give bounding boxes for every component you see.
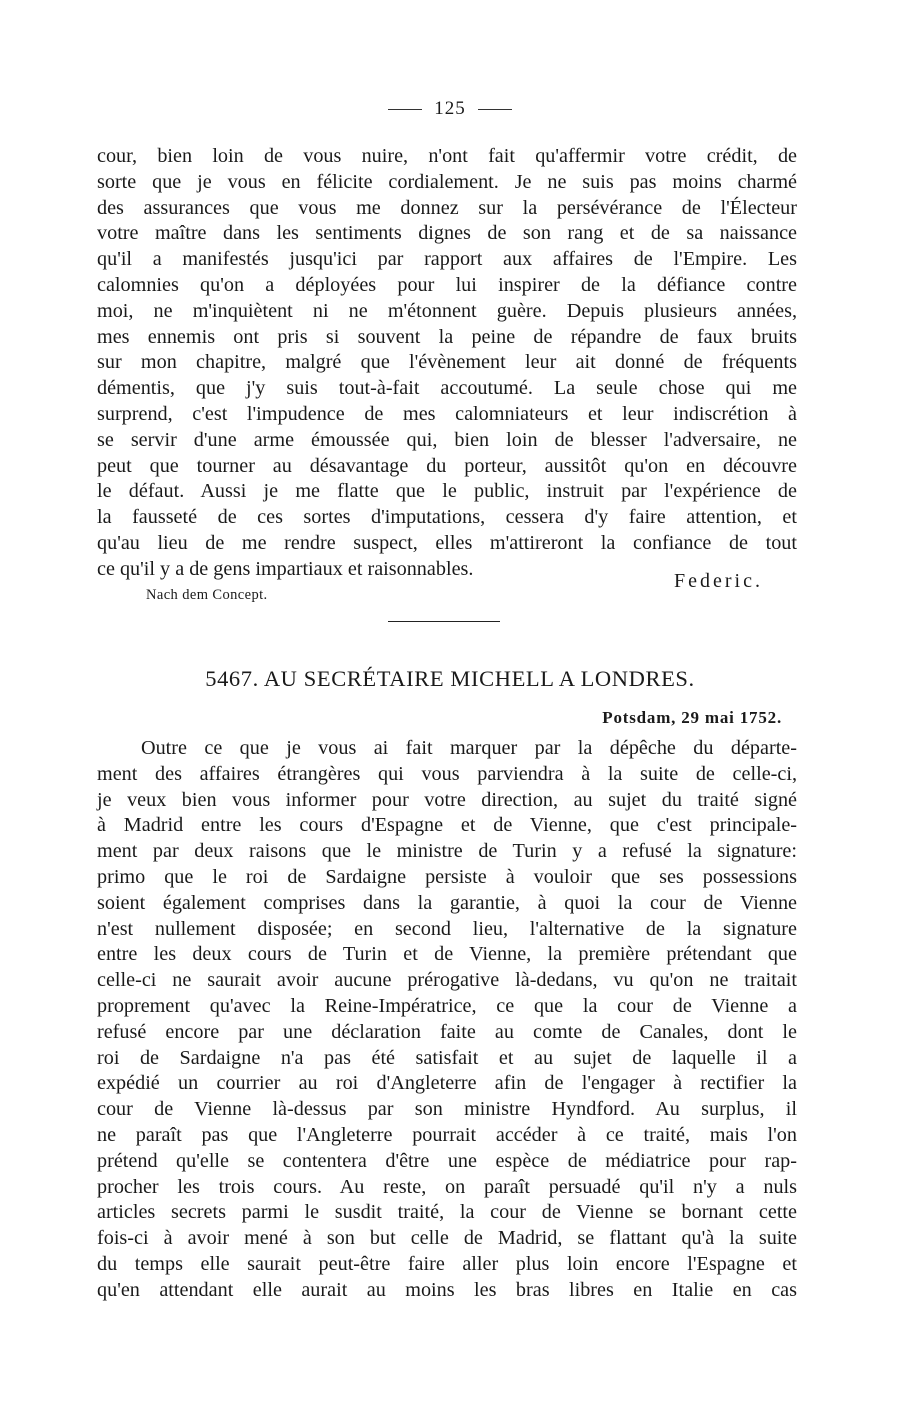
letter-end-text (97, 144, 797, 583)
text-line: qu'en attendant elle aurait au moins les bras libres en Italie en cas (97, 1278, 797, 1301)
document-heading: 5467. AU SECRÉTAIRE MICHELL A LONDRES. (205, 666, 695, 691)
source-note: Nach dem Concept. (146, 587, 268, 603)
text-line: entre les deux cours de Turin et de Vienne, la première prétendant que (97, 943, 797, 966)
document-body (97, 736, 797, 1304)
place-date: Potsdam, 29 mai 1752. (602, 708, 782, 727)
text-line: qu'au lieu de me rendre suspect, elles m'attireront la confiance de tout (97, 531, 797, 554)
text-line: sorte que je vous en félicite cordialement. Je ne suis pas moins charmé (97, 170, 797, 193)
text-line: se servir d'une arme émoussée qui, bien loin de blesser l'adversaire, ne (97, 428, 797, 451)
text-line: votre maître dans les sentiments dignes de son rang et de sa naissance (97, 222, 797, 245)
text-line: des assurances que vous me donnez sur la persévérance de l'Électeur (97, 196, 797, 219)
text-line: proprement qu'avec la Reine-Impératrice, ce que la cour de Vienne a (97, 994, 797, 1017)
text-line: le défaut. Aussi je me flatte que le public, instruit par l'expérience de (97, 480, 797, 503)
header-dash-left (388, 109, 422, 110)
text-line: qu'il a manifestés jusqu'ici par rapport aux affaires de l'Empire. Les (97, 248, 797, 271)
text-line: la fausseté de ces sortes d'imputations, cessera d'y faire attention, et (97, 506, 797, 529)
page-header (0, 98, 900, 120)
text-line: soient également comprises dans la garantie, à quoi la cour de Vienne (97, 891, 797, 914)
text-line: surprend, c'est l'impudence de mes calomniateurs et leur indiscrétion à (97, 402, 797, 425)
text-line: ne paraît pas que l'Angleterre pourrait accéder à ce traité, mais l'on (97, 1123, 797, 1146)
text-line: démentis, que j'y suis tout-à-fait accoutumé. La seule chose qui me (97, 377, 797, 400)
text-line: expédié un courrier au roi d'Angleterre afin de l'engager à rectifier la (97, 1072, 797, 1095)
text-line: Outre ce que je vous ai fait marquer par la dépêche du départe- (141, 737, 797, 759)
text-line: du temps elle saurait peut-être faire aller plus loin encore l'Espagne et (97, 1252, 797, 1275)
signature: Federic. (674, 570, 763, 592)
text-line: mes ennemis ont pris si souvent la peine de répandre de faux bruits (97, 325, 797, 348)
text-line: n'est nullement disposée; en second lieu, l'alternative de la signature (97, 917, 797, 940)
text-line: à Madrid entre les cours d'Espagne et de Vienne, que c'est principale- (97, 814, 797, 837)
header-dash-right (478, 109, 512, 110)
text-line: ce qu'il y a de gens impartiaux et raisonnables. (97, 557, 474, 580)
text-line: sur mon chapitre, malgré que l'évènement leur ait donné de fréquents (97, 351, 797, 374)
page-number: 125 (434, 98, 466, 119)
text-line: roi de Sardaigne n'a pas été satisfait et au sujet de laquelle il a (97, 1046, 797, 1069)
text-line: cour, bien loin de vous nuire, n'ont fait qu'affermir votre crédit, de (97, 145, 797, 167)
text-line: fois-ci à avoir mené à son but celle de Madrid, se flattant qu'à la suite (97, 1227, 797, 1250)
text-line: moi, ne m'inquiètent ni ne m'étonnent guère. Depuis plusieurs années, (97, 299, 797, 322)
text-line: peut que tourner au désavantage du porteur, aussitôt qu'on en découvre (97, 454, 797, 477)
text-line: ment par deux raisons que le ministre de Turin y a refusé la signature: (97, 840, 797, 863)
text-line: cour de Vienne là-dessus par son ministre Hyndford. Au surplus, il (97, 1098, 797, 1121)
text-line: ment des affaires étrangères qui vous parviendra à la suite de celle-ci, (97, 762, 797, 785)
text-line: celle-ci ne saurait avoir aucune prérogative là-dedans, vu qu'on ne traitait (97, 969, 797, 992)
section-divider (388, 621, 500, 622)
text-line: primo que le roi de Sardaigne persiste à vouloir que ses possessions (97, 865, 797, 888)
text-line: articles secrets parmi le susdit traité, la cour de Vienne se bornant cette (97, 1201, 797, 1224)
text-line: prétend qu'elle se contentera d'être une espèce de médiatrice pour rap- (97, 1149, 797, 1172)
text-line: calomnies qu'on a déployées pour lui inspirer de la défiance contre (97, 273, 797, 296)
text-line: procher les trois cours. Au reste, on paraît persuadé qu'il n'y a nuls (97, 1175, 797, 1198)
text-line: je veux bien vous informer pour votre direction, au sujet du traité signé (97, 788, 797, 811)
text-line: refusé encore par une déclaration faite au comte de Canales, dont le (97, 1020, 797, 1043)
